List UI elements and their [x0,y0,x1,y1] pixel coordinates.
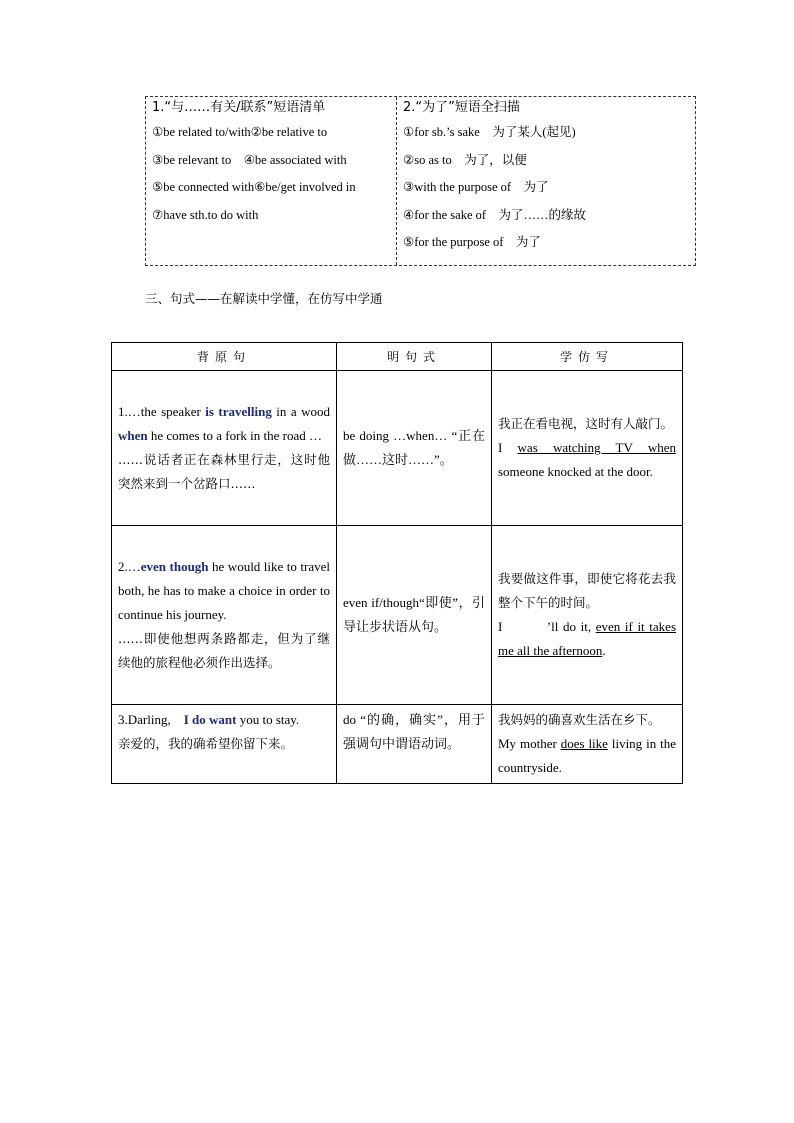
imitation-prompt: 我要做这件事，即使它将花去我整个下午的时间。 [498,571,676,610]
original-text: 2.… [118,559,141,574]
original-cell [112,705,337,784]
imitation-cell [492,705,683,784]
answer-text: was watching TV when [517,440,676,455]
imitation-text: living in the countryside. [498,736,676,775]
original-translation: ……说话者正在森林里行走，这时他突然来到一个岔路口…… [118,452,330,491]
pattern-text: do “的确，确实”，用于强调句中谓语动词。 [343,712,485,751]
imitation-text: I [498,440,518,455]
imitation-cell [492,526,683,705]
pattern-cell [337,371,492,526]
phrase-line: ④for the sake of 为了……的缘故 [403,207,587,222]
related-phrases-title: 1.“与……有关/联系”短语清单 [152,100,326,115]
original-translation: ……即使他想两条路都走，但为了继续他的旅程他必须作出选择。 [118,631,330,670]
imitation-cell [492,371,683,526]
pattern-cell [337,526,492,705]
imitation-prompt: 我正在看电视，这时有人敲门。 [498,416,674,431]
phrase-line: ⑤be connected with⑥be/get involved in [152,180,356,194]
original-text: he would like to travel both, he has to make a choice in order to continue his journey. [118,559,331,622]
imitation-prompt: 我妈妈的确喜欢生活在乡下。 [498,712,661,727]
imitation-text: I ’ll do it, [498,619,596,634]
sentence-pattern-table [111,342,683,784]
answer-text: even if it takes me all the afternoon [498,619,676,658]
phrase-line: ①be related to/with②be relative to [152,125,328,139]
table-row [112,371,683,526]
original-text: you to stay. [236,712,300,727]
highlight-text: is travelling [205,404,272,419]
phrase-box [145,96,696,266]
original-translation: 亲爱的，我的确希望你留下来。 [118,736,294,751]
original-cell [112,526,337,705]
highlight-text: I do want [183,712,237,727]
highlight-text: when [118,428,148,443]
original-text: 3.Darling, [118,712,184,727]
table-header-row [112,343,683,371]
original-text: in a wood [271,404,330,419]
table-row [112,705,683,784]
header-imitation: 学仿写 [492,343,683,371]
header-pattern: 明句式 [337,343,492,371]
phrase-line: ①for sb.’s sake 为了某人(起见) [403,125,576,139]
original-cell [112,371,337,526]
phrase-line: ③with the purpose of 为了 [403,180,549,194]
pattern-text: even if/though“即使”，引导让步状语从句。 [343,595,485,634]
original-text: 1.…the speaker [118,404,206,419]
answer-text: does like [560,736,608,751]
imitation-text: . [602,643,606,658]
phrase-line: ⑤for the purpose of 为了 [403,235,541,249]
phrase-line: ③be relevant to ④be associated with [152,152,347,167]
table-row [112,526,683,705]
header-original: 背原句 [112,343,337,371]
phrase-line: ②so as to 为了，以便 [403,152,527,167]
phrase-line: ⑦have sth.to do with [152,207,259,222]
pattern-cell [337,705,492,784]
purpose-phrases-title: 2.“为了”短语全扫描 [403,100,520,115]
pattern-text: be doing …when… “正在做……这时……”。 [343,428,485,467]
section-title: 三、句式——在解读中学懂，在仿写中学通 [145,291,383,306]
imitation-text: someone knocked at the door. [498,464,653,479]
highlight-text: even though [140,559,209,574]
related-phrases-column [146,97,397,265]
original-text: he comes to a fork in the road … [147,428,322,443]
imitation-text: My mother [498,736,561,751]
purpose-phrases-column [397,97,695,265]
